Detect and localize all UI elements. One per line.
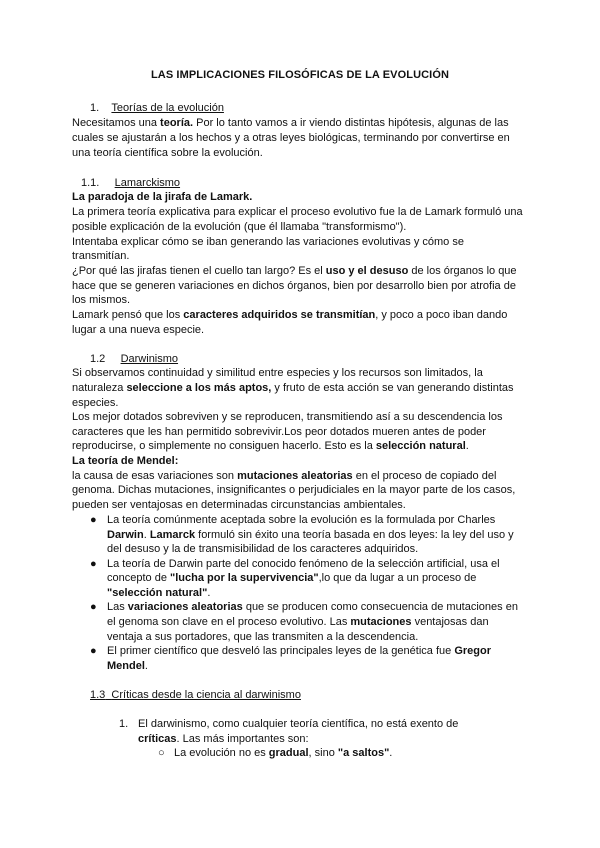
section-number: 1. <box>90 102 100 114</box>
list-item: concepto de "lucha por la supervivencia",lo que da lugar a un proceso de <box>107 572 477 584</box>
paragraph-line: hace que se generen variaciones en dichos órganos, bien por desarrollo bien por atrofia de <box>72 280 516 292</box>
list-item: ventaja a sus portadores, que las transmiten a la descendencia. <box>107 631 419 643</box>
paragraph-line: naturaleza seleccione a los más aptos, y fruto de esta acción se van generando distintas <box>72 382 514 394</box>
subsection-bold-title: La paradoja de la jirafa de Lamark. <box>72 191 253 203</box>
list-item: El primer científico que desveló las principales leyes de la genética fue Gregor <box>107 645 491 657</box>
paragraph-line: lugar a una nueva especie. <box>72 324 205 336</box>
section-title: Teorías de la evolución <box>111 102 224 114</box>
numbered-item-number: 1. <box>119 718 129 730</box>
paragraph-line: Si observamos continuidad y similitud entre especies y los recursos son limitados, la <box>72 367 483 379</box>
list-item: La teoría comúnmente aceptada sobre la evolución es la formulada por Charles <box>107 514 496 526</box>
list-item: Las variaciones aleatorias que se producen como consecuencia de mutaciones en <box>107 601 518 613</box>
list-item: "selección natural". <box>107 587 211 599</box>
paragraph-line: cuales se ajustarán a los hechos y a otras leyes biológicas, terminando por convertirse en <box>72 132 510 144</box>
section-1-heading <box>90 101 224 115</box>
page-title: LAS IMPLICACIONES FILOSÓFICAS DE LA EVOLUCIÓN <box>150 69 450 81</box>
paragraph-line: La primera teoría explicativa para explicar el proceso evolutivo fue la de Lamark formuló una <box>72 206 523 218</box>
section-1-2-heading: 1.2 Darwinismo <box>90 353 179 365</box>
numbered-item: críticas. Las más importantes son: <box>138 733 309 745</box>
list-item: del desuso y la de transmisibilidad de los caracteres adquiridos. <box>107 543 419 555</box>
paragraph-line: los mismos. <box>72 294 131 306</box>
sub-bullet-icon: ○ <box>158 747 165 759</box>
list-item: el genoma son clave en el proceso evolutivo. Las mutaciones ventajosas dan <box>107 616 489 628</box>
bullet-icon: ● <box>90 514 97 526</box>
bullet-icon: ● <box>90 558 97 570</box>
paragraph-line: Intentaba explicar cómo se iban generando las variaciones evolutivas y cómo se <box>72 236 464 248</box>
list-item: Darwin. Lamarck formuló sin éxito una teoría basada en dos leyes: la ley del uso y <box>107 529 514 541</box>
list-item: Mendel. <box>107 660 148 672</box>
paragraph-line: Necesitamos una teoría. Por lo tanto vamos a ir viendo distintas hipótesis, algunas de las <box>72 117 509 129</box>
paragraph-line: pueden ser ventajosas en determinadas circunstancias ambientales. <box>72 499 406 511</box>
paragraph-line: especies. <box>72 397 119 409</box>
paragraph-line: reproducirse, o simplemente no consiguen hacerlo. Esto es la selección natural. <box>72 440 469 452</box>
paragraph-line: genoma. Dichas mutaciones, insignificantes o perjudiciales en la mayor parte de los casos, <box>72 484 516 496</box>
paragraph-line: Lamark pensó que los caracteres adquiridos se transmitían, y poco a poco iban dando <box>72 309 508 321</box>
paragraph-line: Los mejor dotados sobreviven y se reproducen, transmitiendo así a su descendencia los <box>72 411 503 423</box>
sub-list-item: La evolución no es gradual, sino "a saltos". <box>174 747 393 759</box>
paragraph-line: ¿Por qué las jirafas tienen el cuello tan largo? Es el uso y el desuso de los órganos lo que <box>72 265 517 277</box>
numbered-item: El darwinismo, como cualquier teoría científica, no está exento de <box>138 718 459 730</box>
paragraph-line: posible explicación de la evolución (que él llamaba "transformismo"). <box>72 221 407 233</box>
bullet-icon: ● <box>90 601 97 613</box>
paragraph-line: la causa de esas variaciones son mutaciones aleatorias en el proceso de copiado del <box>72 470 497 482</box>
list-item: La teoría de Darwin parte del conocido fenómeno de la selección artificial, usa el <box>107 558 500 570</box>
section-1-1-heading: 1.1. Lamarckismo <box>81 177 181 189</box>
paragraph-line: transmitían. <box>72 250 130 262</box>
paragraph-line: una teoría científica sobre la evolución. <box>72 147 263 159</box>
mendel-title: La teoría de Mendel: <box>72 455 179 467</box>
section-1-3-heading: 1.3 Críticas desde la ciencia al darwinismo <box>90 689 301 701</box>
paragraph-line: caracteres que les han permitido sobrevivir.Los peor dotados mueren antes de poder <box>72 426 486 438</box>
bullet-icon: ● <box>90 645 97 657</box>
